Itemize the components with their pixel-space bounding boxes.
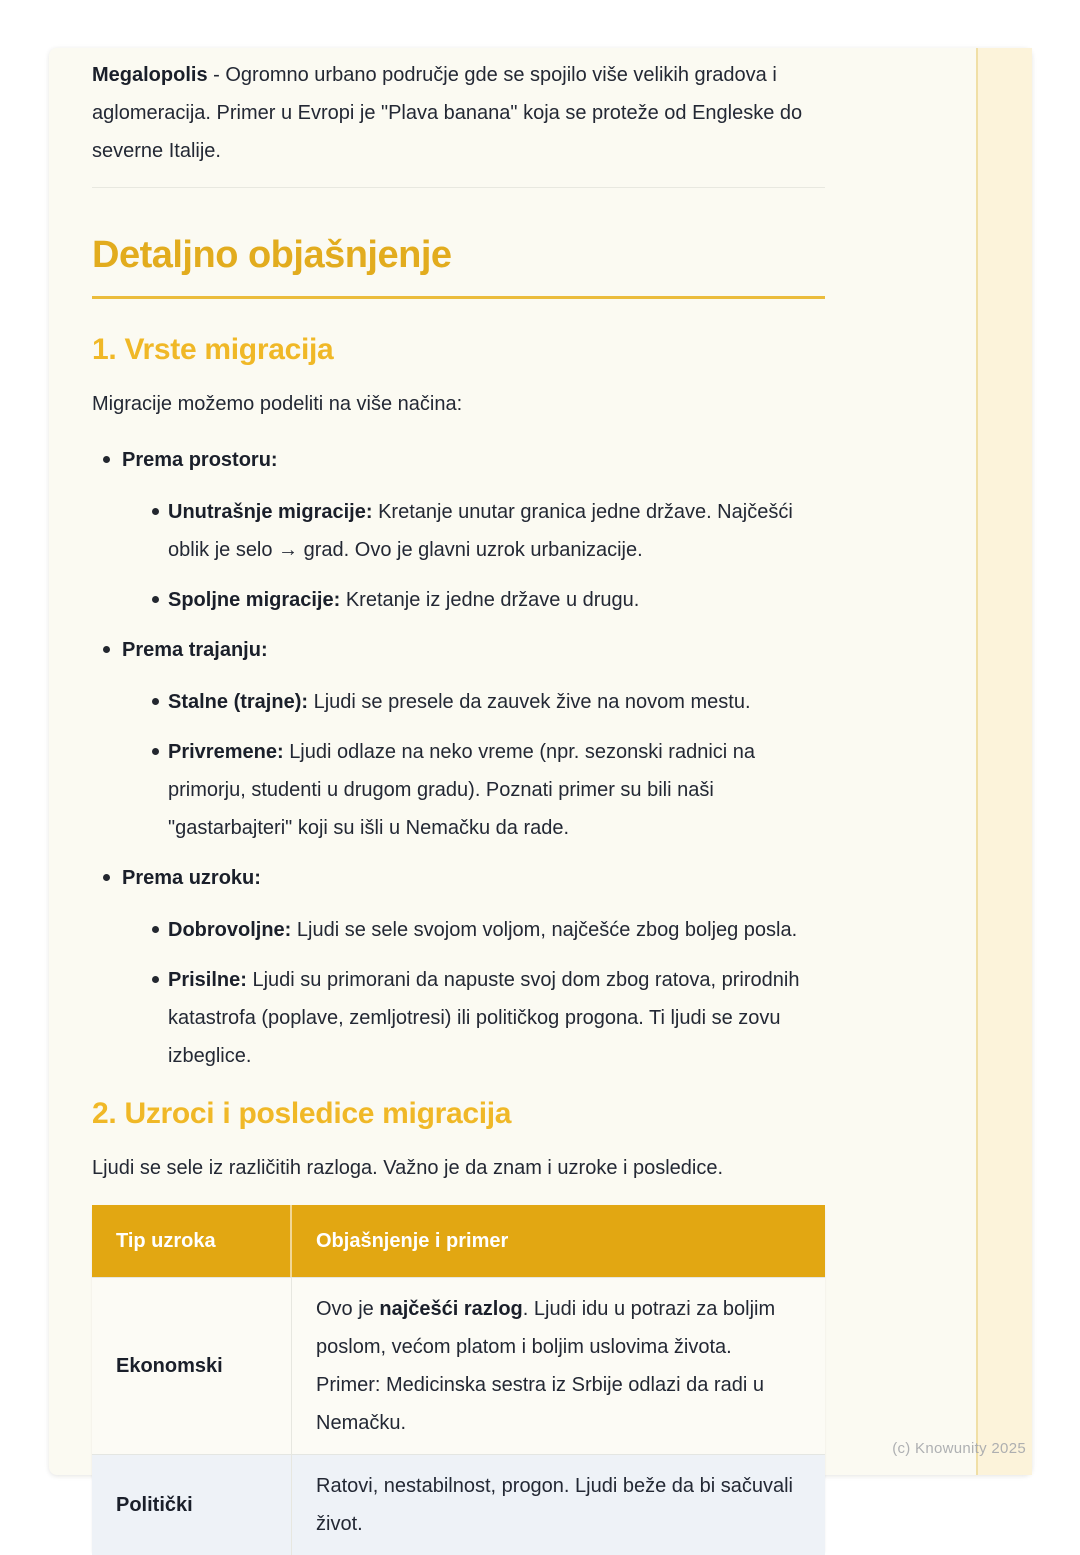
cell-text: Ovo je (316, 1298, 380, 1320)
section-divider (92, 187, 825, 188)
intro-text: Ogromno urbano područje gde se spojilo više velikih gradova i aglomeracija. Primer u Evropi je "Plava banana" koja se proteže od Engleske do severne Italije. (92, 64, 803, 162)
list-text: Ljudi se presele da zauvek žive na novom mestu. (313, 691, 751, 713)
list-text: Ljudi se sele svojom voljom, najčešće zbog boljeg posla. (296, 919, 798, 941)
table-header-cell: Tip uzroka (92, 1205, 292, 1277)
list-term: Stalne (trajne): (168, 691, 309, 713)
main-heading: Detaljno objašnjenje (92, 234, 452, 276)
section-1-title: 1. Vrste migracija (92, 333, 334, 366)
list-term: Privremene: (168, 741, 284, 763)
table-cell-type: Politički (92, 1454, 292, 1555)
cell-text: Ratovi, nestabilnost, progon. Ljudi beže da bi sačuvali život. (316, 1475, 793, 1535)
list-group-label: Prema trajanju: (122, 639, 268, 661)
copyright-watermark: (c) Knowunity 2025 (892, 1440, 1026, 1457)
heading-underline (92, 296, 825, 299)
document-page (49, 48, 1032, 1535)
nested-list (92, 911, 825, 1075)
list-item (92, 911, 825, 949)
intro-term: Megalopolis (92, 64, 208, 86)
table-row (92, 1277, 825, 1454)
intro-separator: - (207, 64, 226, 86)
table-cell-type: Ekonomski (92, 1277, 292, 1454)
list-term: Prisilne: (168, 969, 247, 991)
list-group-label: Prema prostoru: (122, 449, 278, 471)
list-group-label: Prema uzroku: (122, 867, 261, 889)
list-item (92, 441, 825, 479)
section-2-intro: Ljudi se sele iz različitih razloga. Važno je da znam i uzroke i posledice. (92, 1157, 724, 1179)
list-item (92, 631, 825, 669)
cell-text-bold: najčešći razlog (379, 1298, 523, 1320)
list-text: Kretanje iz jedne države u drugu. (345, 589, 640, 611)
page-content (92, 48, 825, 1555)
nested-list (92, 683, 825, 847)
migration-types-list (92, 441, 825, 1075)
list-item (92, 859, 825, 897)
list-item (92, 581, 825, 619)
cell-text: . Ljudi idu u potrazi za boljim poslom, većom platom i boljim uslovima života. Primer: Medicinska sestra iz Srbije odlazi da radi u Nemačku. (316, 1298, 776, 1434)
page-accent-strip (976, 48, 1032, 1475)
list-item (92, 961, 825, 1075)
list-text: Ljudi su primorani da napuste svoj dom zbog ratova, prirodnih katastrofa (poplave, zemljotresi) ili političkog progona. Ti ljudi se zovu izbeglice. (168, 969, 800, 1067)
list-text: Kretanje unutar granica jedne države. Najčešći oblik je selo → grad. Ovo je glavni uzrok urbanizacije. (168, 501, 793, 561)
section-2-title: 2. Uzroci i posledice migracija (92, 1097, 512, 1130)
section-1-intro: Migracije možemo podeliti na više načina: (92, 393, 463, 415)
list-text: Ljudi odlaze na neko vreme (npr. sezonski radnici na primorju, studenti u drugom gradu). Poznati primer su bili naši "gastarbajteri" koji su išli u Nemačku da rade. (168, 741, 756, 839)
list-item (92, 683, 825, 721)
table-cell-description (292, 1454, 825, 1555)
list-term: Spoljne migracije: (168, 589, 341, 611)
table-header-cell: Objašnjenje i primer (292, 1205, 825, 1277)
table-cell-description (292, 1277, 825, 1454)
list-term: Unutrašnje migracije: (168, 501, 373, 523)
table-row (92, 1454, 825, 1555)
list-term: Dobrovoljne: (168, 919, 292, 941)
table-header-row (92, 1205, 825, 1277)
causes-table (92, 1205, 825, 1555)
nested-list (92, 493, 825, 619)
list-item (92, 733, 825, 847)
intro-paragraph (92, 56, 825, 170)
list-item (92, 493, 825, 569)
